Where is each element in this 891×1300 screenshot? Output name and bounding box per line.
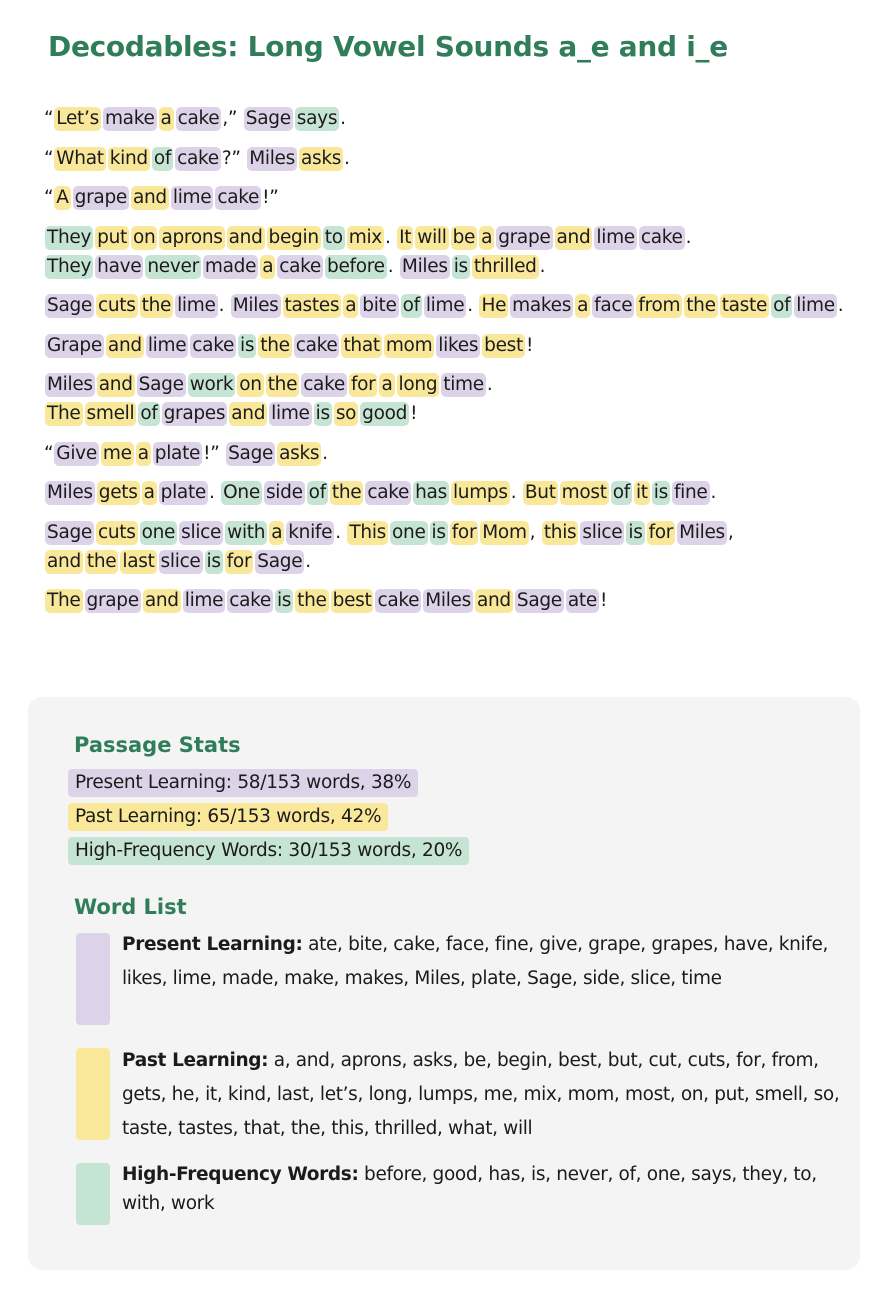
present-learning-word: grapes — [163, 403, 226, 424]
punctuation: ! — [599, 590, 608, 611]
punctuation: !” — [262, 187, 279, 208]
past-learning-word: a — [381, 374, 393, 395]
past-learning-word: a — [160, 108, 172, 129]
past-learning-stat: Past Learning: 65/153 words, 42% — [68, 803, 388, 831]
present-learning-word: cake — [279, 255, 321, 277]
punctuation: . — [710, 482, 717, 503]
present-learning-word: lime — [172, 187, 212, 208]
high-frequency-word: to — [324, 226, 343, 248]
past-learning-word: and — [476, 590, 511, 611]
passage-paragraph — [44, 104, 854, 133]
present-learning-word: lime — [147, 334, 187, 356]
past-learning-word: a — [345, 295, 357, 316]
punctuation: , — [529, 521, 541, 543]
past-learning-word: a — [577, 295, 589, 316]
passage-paragraph — [44, 370, 854, 428]
past-learning-word: tastes — [284, 295, 340, 316]
past-learning-word: gets — [98, 482, 138, 503]
past-learning-word: put — [97, 226, 127, 248]
passage-paragraph — [44, 586, 854, 615]
present-learning-word: cake — [367, 482, 410, 503]
present-learning-word: cake — [192, 334, 235, 356]
present-learning-word: lime — [596, 226, 635, 248]
punctuation: ?” — [221, 147, 247, 169]
past-learning-word: for — [451, 521, 477, 543]
past-learning-word: cuts — [98, 521, 136, 543]
high-frequency-word: says — [296, 108, 338, 129]
past-learning-word: and — [132, 187, 167, 208]
present-learning-swatch — [76, 933, 110, 1025]
high-frequency-word: of — [773, 295, 791, 316]
present-learning-word-list: ate, bite, cake, face, fine, give, grape, grapes, have, knife, likes, lime, made, make, makes, Miles, plate, Sage, side, slice, time — [122, 934, 829, 989]
past-learning-word: a — [262, 255, 274, 277]
past-learning-word: Let’s — [56, 108, 99, 129]
past-learning-word: this — [543, 521, 577, 543]
past-learning-word: mom — [385, 334, 433, 356]
past-learning-word: a — [143, 482, 155, 503]
high-frequency-word: is — [453, 255, 468, 277]
punctuation: . — [322, 442, 328, 464]
past-learning-word: It — [399, 226, 412, 248]
past-learning-swatch — [76, 1048, 110, 1140]
present-learning-word: plate — [160, 482, 206, 503]
punctuation: !” — [203, 442, 226, 464]
present-learning-word: ate — [567, 590, 597, 611]
passage-paragraph — [44, 478, 854, 507]
passage-stats-heading: Passage Stats — [74, 733, 241, 757]
present-learning-word: Give — [56, 442, 97, 464]
past-learning-word: The — [47, 590, 81, 611]
present-learning-word: Sage — [257, 550, 303, 572]
past-learning-word: most — [561, 482, 607, 503]
high-frequency-word: of — [308, 482, 326, 503]
past-learning-word: cuts — [98, 295, 136, 316]
passage-stats-panel — [28, 697, 860, 1270]
past-learning-word: and — [144, 590, 179, 611]
high-frequency-word: of — [402, 295, 420, 316]
past-learning-word: the — [141, 295, 172, 316]
past-learning-word: last — [122, 550, 155, 572]
high-frequency-words — [122, 1160, 840, 1218]
past-learning-word: it — [635, 482, 648, 503]
punctuation: ! — [410, 403, 418, 424]
past-learning-word: on — [132, 226, 156, 248]
past-learning-word: asks — [300, 147, 342, 169]
past-learning-word: the — [260, 334, 290, 356]
present-learning-word: grape — [86, 590, 139, 611]
past-learning-word: Mom — [482, 521, 527, 543]
high-frequency-word-list: before, good, has, is, never, of, one, says, they, to, with, work — [122, 1164, 817, 1214]
high-frequency-word: is — [240, 334, 255, 356]
past-learning-word: lumps — [452, 482, 508, 503]
high-frequency-word: of — [140, 403, 158, 424]
punctuation: . — [685, 226, 692, 248]
present-learning-word: lime — [184, 590, 224, 611]
punctuation: . — [218, 295, 230, 316]
past-learning-word: and — [556, 226, 591, 248]
present-learning-word: Miles — [679, 521, 725, 543]
present-learning-word: cake — [295, 334, 338, 356]
present-learning-word: Miles — [425, 590, 471, 611]
present-learning-word: cake — [640, 226, 683, 248]
past-learning-word: and — [98, 374, 133, 395]
past-learning-word: for — [226, 550, 252, 572]
high-frequency-word: is — [276, 590, 292, 611]
punctuation: . — [209, 482, 221, 503]
present-learning-word: Miles — [47, 374, 93, 395]
present-learning-word: lime — [425, 295, 465, 316]
past-learning-word: the — [686, 295, 716, 316]
past-learning-word: begin — [268, 226, 319, 248]
present-learning-word: cake — [303, 374, 345, 395]
past-learning-label: Past Learning: — [122, 1050, 269, 1071]
present-learning-word: make — [104, 108, 155, 129]
present-learning-word: Miles — [47, 482, 93, 503]
passage-paragraph — [44, 518, 854, 576]
present-learning-word: slice — [160, 550, 201, 572]
present-learning-word: cake — [377, 590, 420, 611]
past-learning-word: be — [452, 226, 476, 248]
high-frequency-word: of — [612, 482, 630, 503]
punctuation: “ — [44, 147, 54, 169]
punctuation: . — [467, 295, 479, 316]
present-learning-word: bite — [362, 295, 397, 316]
high-frequency-word: One — [223, 482, 260, 503]
high-frequency-stat: High-Frequency Words: 30/153 words, 20% — [68, 837, 469, 865]
present-learning-word: slice — [582, 521, 623, 543]
punctuation: . — [340, 108, 346, 129]
high-frequency-word: one — [392, 521, 426, 543]
past-learning-word: But — [524, 482, 556, 503]
high-frequency-word: is — [628, 521, 643, 543]
past-learning-word: for — [350, 374, 376, 395]
high-frequency-word: good — [362, 403, 408, 424]
present-learning-word: grape — [74, 187, 127, 208]
present-learning-word: Sage — [138, 374, 184, 395]
past-learning-word: best — [484, 334, 523, 356]
past-learning-word: and — [231, 403, 266, 424]
present-learning-word: lime — [796, 295, 835, 316]
present-learning-word: Sage — [228, 442, 274, 464]
present-learning-word: Sage — [47, 521, 93, 543]
past-learning-word: on — [239, 374, 262, 395]
past-learning-word: best — [332, 590, 372, 611]
passage-paragraph — [44, 331, 854, 360]
punctuation: “ — [44, 187, 54, 208]
past-learning-word: so — [335, 403, 357, 424]
present-learning-word: Miles — [232, 295, 279, 316]
present-learning-word: made — [204, 255, 257, 277]
punctuation: . — [305, 550, 311, 572]
high-frequency-word: never — [147, 255, 199, 277]
present-learning-word: Miles — [401, 255, 448, 277]
present-learning-words — [122, 928, 840, 996]
high-frequency-swatch — [76, 1163, 110, 1225]
passage-paragraph — [44, 291, 854, 320]
passage-paragraph — [44, 439, 854, 468]
past-learning-word: the — [267, 374, 298, 395]
past-learning-word: This — [349, 521, 386, 543]
punctuation: . — [510, 482, 522, 503]
past-learning-word: asks — [279, 442, 320, 464]
present-learning-word: lime — [271, 403, 310, 424]
past-learning-word: me — [102, 442, 132, 464]
high-frequency-word: one — [141, 521, 176, 543]
present-learning-word: Sage — [245, 108, 291, 129]
high-frequency-word: They — [47, 255, 92, 277]
past-learning-word: the — [297, 590, 327, 611]
passage-paragraph — [44, 183, 854, 212]
high-frequency-word: is — [206, 550, 221, 572]
present-learning-word: lime — [177, 295, 216, 316]
high-frequency-label: High-Frequency Words: — [122, 1164, 359, 1185]
past-learning-word: A — [56, 187, 69, 208]
word-list-heading: Word List — [74, 895, 187, 919]
present-learning-word: have — [97, 255, 142, 277]
present-learning-word: cake — [177, 147, 219, 169]
punctuation: ,” — [222, 108, 243, 129]
past-learning-word: for — [648, 521, 674, 543]
past-learning-word: What — [56, 147, 104, 169]
present-learning-label: Present Learning: — [122, 934, 303, 955]
high-frequency-word: is — [431, 521, 446, 543]
present-learning-stat: Present Learning: 58/153 words, 38% — [68, 769, 418, 797]
past-learning-word-list: a, and, aprons, asks, be, begin, best, but, cut, cuts, for, from, gets, he, it, kind, last, let’s, long, lumps, me, mix, mom, most, on, put, smell, so, taste, tastes, that, the, this, thrilled, what, will — [122, 1050, 840, 1139]
punctuation: “ — [44, 442, 54, 464]
present-learning-word: Sage — [47, 295, 93, 316]
present-learning-word: grape — [498, 226, 551, 248]
present-learning-word: Sage — [516, 590, 562, 611]
past-learning-word: taste — [721, 295, 768, 316]
present-learning-word: side — [265, 482, 303, 503]
passage-paragraph — [44, 144, 854, 173]
punctuation: . — [335, 521, 347, 543]
present-learning-word: plate — [154, 442, 201, 464]
present-learning-word: cake — [229, 590, 271, 611]
punctuation: . — [387, 255, 399, 277]
past-learning-word: kind — [109, 147, 148, 169]
punctuation: “ — [44, 108, 54, 129]
past-learning-word: the — [86, 550, 117, 572]
past-learning-word: a — [481, 226, 493, 248]
present-learning-word: cake — [177, 108, 220, 129]
past-learning-words — [122, 1044, 840, 1146]
punctuation: ! — [525, 334, 534, 356]
past-learning-word: smell — [86, 403, 135, 424]
present-learning-word: makes — [512, 295, 572, 316]
past-learning-word: thrilled — [473, 255, 537, 277]
present-learning-word: knife — [288, 521, 333, 543]
past-learning-word: and — [47, 550, 81, 572]
present-learning-word: Miles — [249, 147, 295, 169]
punctuation: . — [837, 295, 844, 316]
past-learning-word: a — [271, 521, 283, 543]
passage-paragraph — [44, 223, 854, 281]
punctuation: . — [384, 226, 397, 248]
past-learning-word: and — [107, 334, 142, 356]
present-learning-word: Grape — [47, 334, 102, 356]
present-learning-word: likes — [438, 334, 479, 356]
past-learning-word: and — [228, 226, 263, 248]
present-learning-word: time — [443, 374, 484, 395]
past-learning-word: that — [343, 334, 380, 356]
decodable-passage — [44, 104, 854, 626]
punctuation: . — [486, 374, 493, 395]
high-frequency-word: work — [189, 374, 234, 395]
past-learning-word: a — [137, 442, 149, 464]
past-learning-word: aprons — [161, 226, 223, 248]
page-title: Decodables: Long Vowel Sounds a_e and i_e — [48, 30, 728, 63]
past-learning-word: the — [331, 482, 362, 503]
punctuation: . — [539, 255, 546, 277]
past-learning-word: will — [417, 226, 447, 248]
past-learning-word: from — [638, 295, 681, 316]
present-learning-word: face — [594, 295, 633, 316]
punctuation: . — [344, 147, 350, 169]
high-frequency-word: has — [415, 482, 447, 503]
high-frequency-word: before — [327, 255, 385, 277]
present-learning-word: cake — [217, 187, 260, 208]
high-frequency-word: is — [653, 482, 668, 503]
past-learning-word: The — [47, 403, 81, 424]
past-learning-word: He — [481, 295, 507, 316]
punctuation: , — [727, 521, 734, 543]
present-learning-word: slice — [181, 521, 222, 543]
high-frequency-word: is — [315, 403, 330, 424]
past-learning-word: mix — [348, 226, 382, 248]
high-frequency-word: They — [47, 226, 92, 248]
high-frequency-word: with — [227, 521, 266, 543]
high-frequency-word: of — [153, 147, 172, 169]
present-learning-word: fine — [673, 482, 708, 503]
past-learning-word: long — [398, 374, 438, 395]
